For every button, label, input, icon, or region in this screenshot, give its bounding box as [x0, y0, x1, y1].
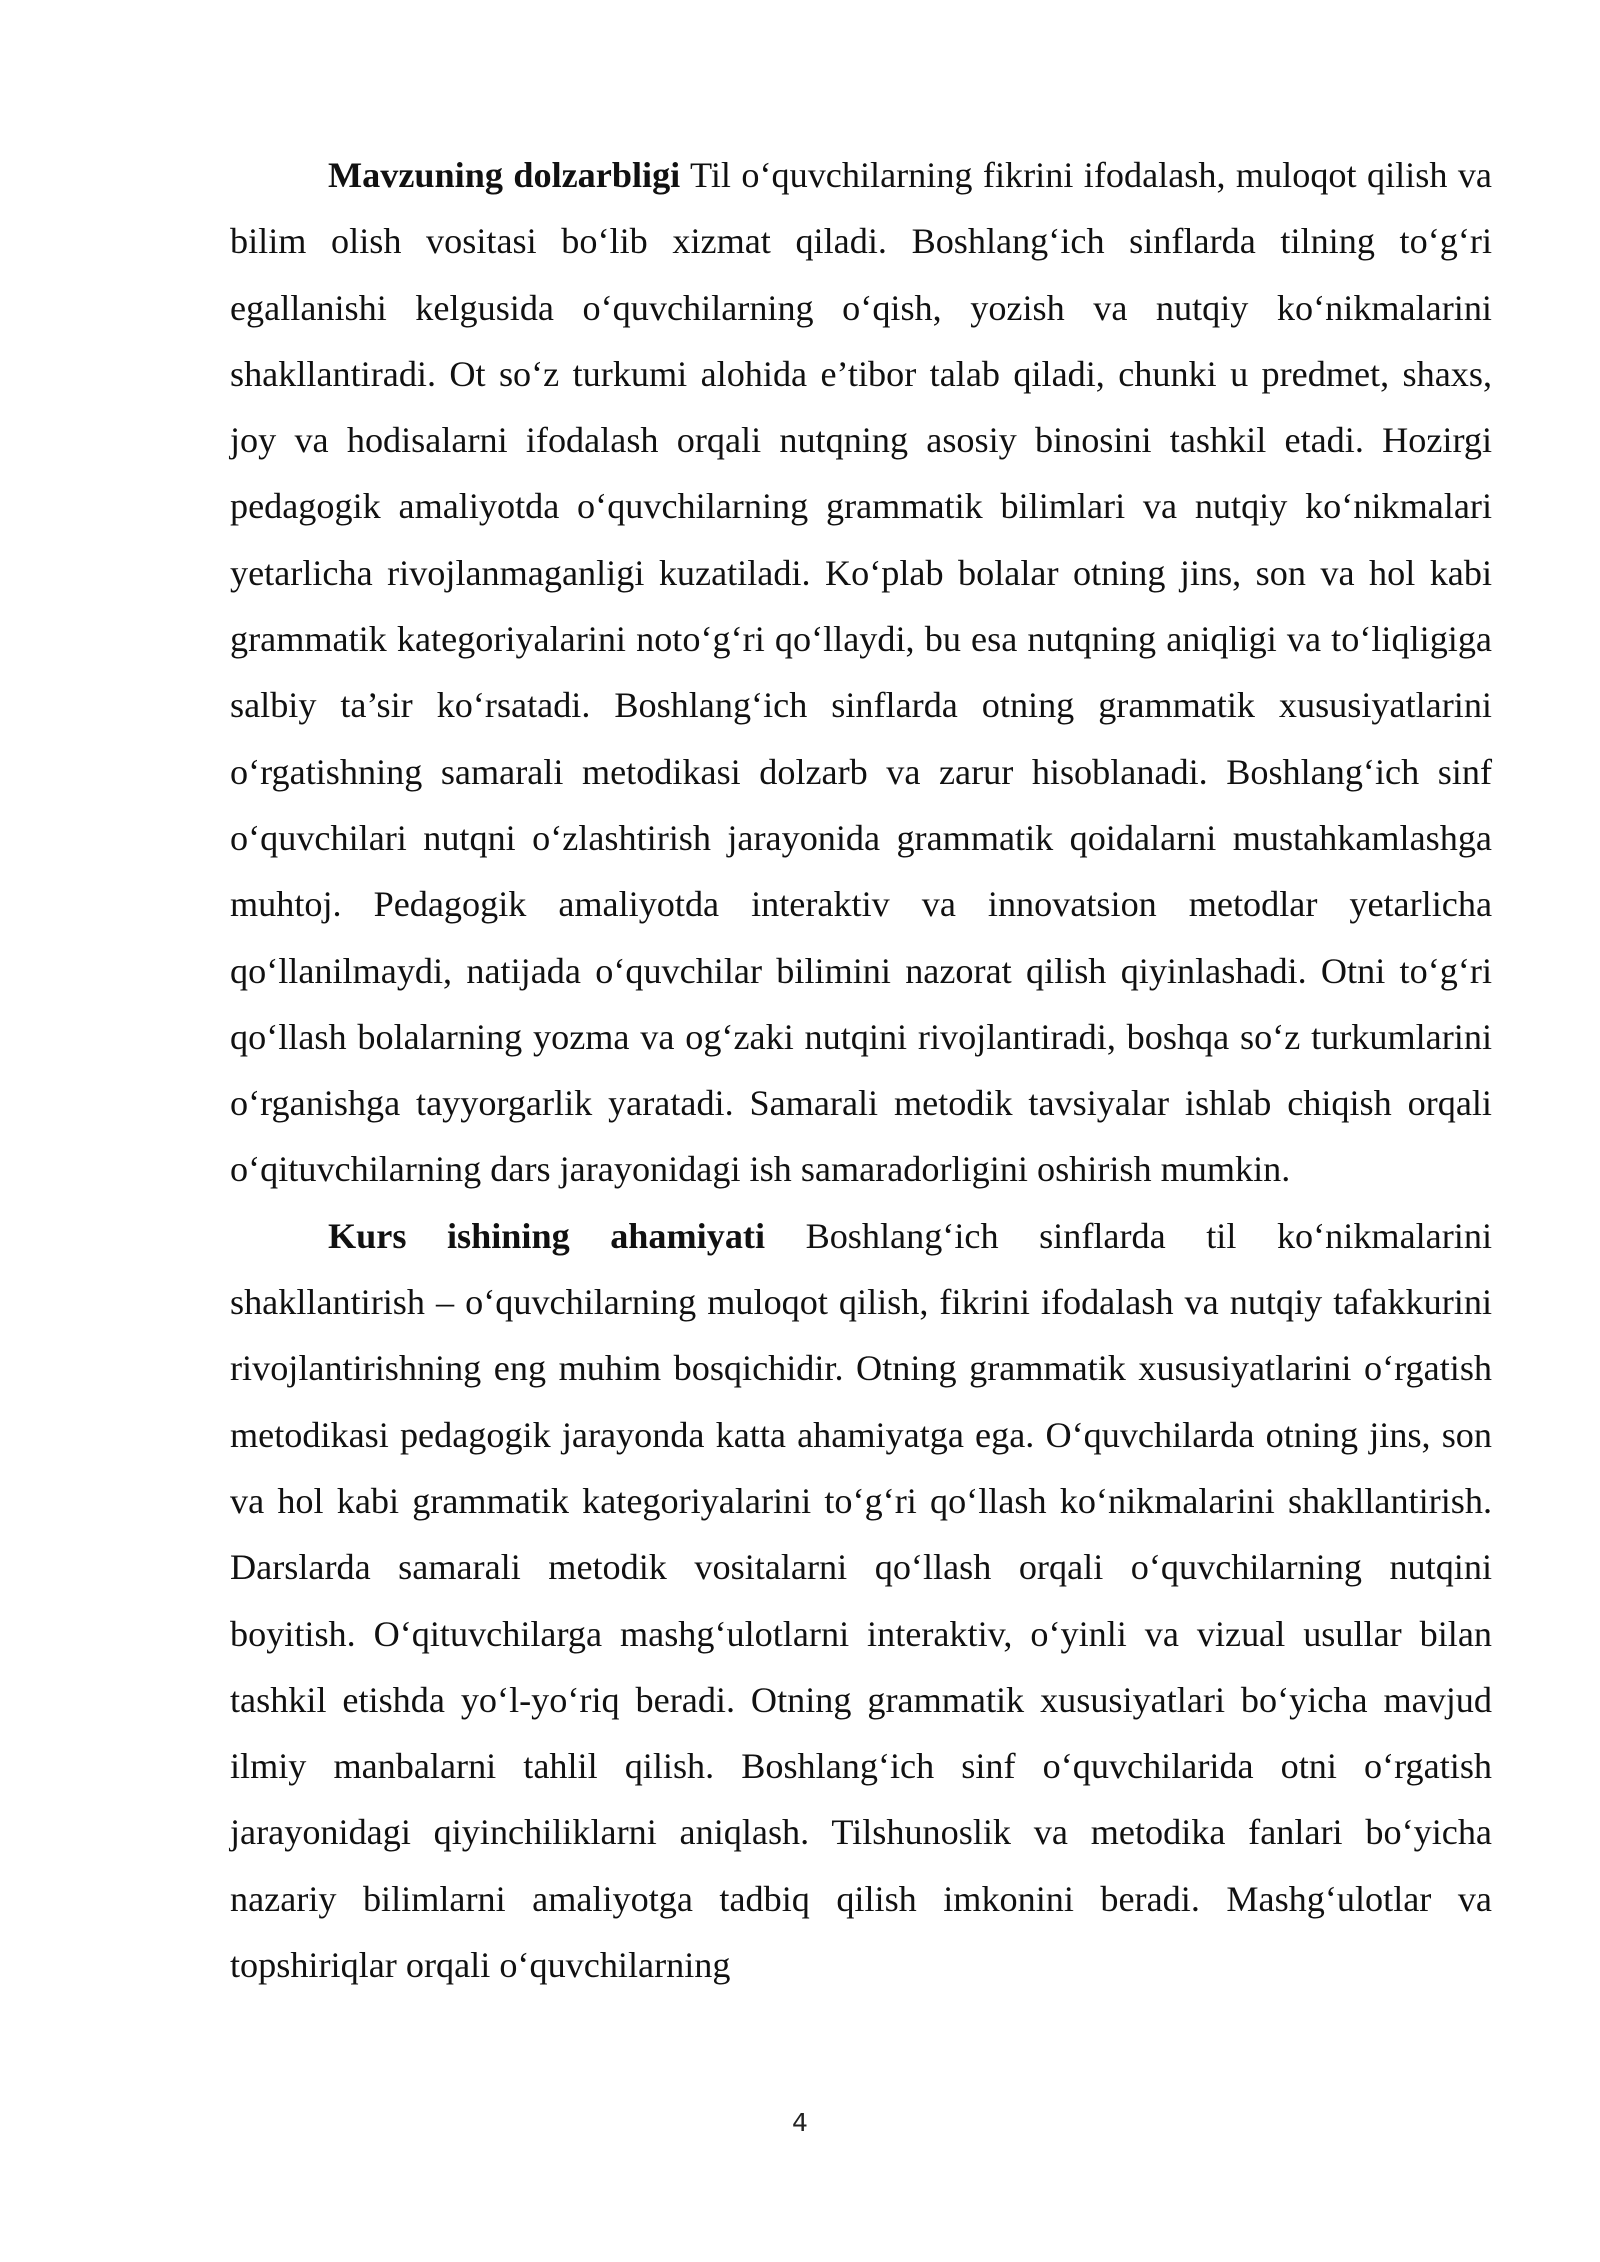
paragraph-text-relevance: Til o‘quvchilarning fikrini ifodalash, muloqot qilish va bilim olish vositasi bo‘lib xizmat qiladi. Boshlang‘ich sinflarda tilning to‘g‘ri egallanishi kelgusida o‘quvchilarning o‘qish, yozish va nutqiy ko‘nikmalarini shakllantiradi. Ot so‘z turkumi alohida e’tibor talab qiladi, chunki u predmet, shaxs, joy va hodisalarni ifodalash orqali nutqning asosiy binosini tashkil etadi. Hozirgi pedagogik amaliyotda o‘quvchilarning grammatik bilimlari va nutqiy ko‘nikmalari yetarlicha rivojlanmaganligi kuzatiladi. Ko‘plab bolalar otning jins, son va hol kabi grammatik kategoriyalarini noto‘g‘ri qo‘llaydi, bu esa nutqning aniqligi va to‘liqligiga salbiy ta’sir ko‘rsatadi. Boshlang‘ich sinflarda otning grammatik xususiyatlarini o‘rgatishning samarali metodikasi dolzarb va zarur hisoblanadi. Boshlang‘ich sinf o‘quvchilari nutqni o‘zlashtirish jarayonida grammatik qoidalarni mustahkamlashga muhtoj. Pedagogik amaliyotda interaktiv va innovatsion metodlar yetarlicha qo‘llanilmaydi, natijada o‘quvchilar bilimini nazorat qilish qiyinlashadi. Otni to‘g‘ri qo‘llash bolalarning yozma va og‘zaki nutqini rivojlantiradi, boshqa so‘z turkumlarini o‘rganishga tayyorgarlik yaratadi. Samarali metodik tavsiyalar ishlab chiqish orqali o‘qituvchilarning dars jarayonidagi ish samaradorligini oshirish mumkin. [230, 155, 1492, 1190]
page-number: 4 [792, 2108, 808, 2137]
paragraph-relevance [230, 142, 1492, 1203]
paragraph-text-importance: Boshlang‘ich sinflarda til ko‘nikmalarini shakllantirish – o‘quvchilarning muloqot qilish, fikrini ifodalash va nutqiy tafakkurini rivojlantirishning eng muhim bosqichidir. Otning grammatik xususiyatlarini o‘rgatish metodikasi pedagogik jarayonda katta ahamiyatga ega. O‘quvchilarda otning jins, son va hol kabi grammatik kategoriyalarini to‘g‘ri qo‘llash ko‘nikmalarini shakllantirish. Darslarda samarali metodik vositalarni qo‘llash orqali o‘quvchilarning nutqini boyitish. O‘qituvchilarga mashg‘ulotlarni interaktiv, o‘yinli va vizual usullar bilan tashkil etishda yo‘l-yo‘riq beradi. Otning grammatik xususiyatlari bo‘yicha mavjud ilmiy manbalarni tahlil qilish. Boshlang‘ich sinf o‘quvchilarida otni o‘rgatish jarayonidagi qiyinchiliklarni aniqlash. Tilshunoslik va metodika fanlari bo‘yicha nazariy bilimlarni amaliyotga tadbiq qilish imkonini beradi. Mashg‘ulotlar va topshiriqlar orqali o‘quvchilarning [230, 1215, 1492, 1986]
paragraph-importance [230, 1203, 1492, 1999]
paragraph-heading-importance: Kurs ishining ahamiyati [328, 1215, 766, 1256]
paragraph-heading-relevance: Mavzuning dolzarbligi [328, 155, 681, 195]
document-body [230, 142, 1492, 1998]
